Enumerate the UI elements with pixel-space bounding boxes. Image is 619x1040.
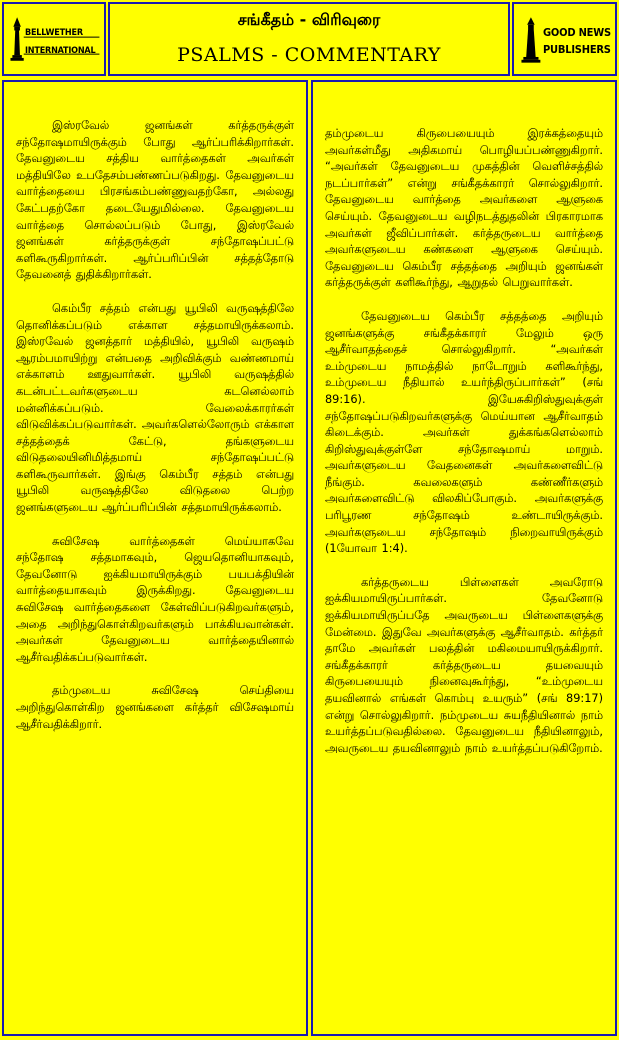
left-paragraph-3: சுவிசேஷ வார்த்தைகள் மெய்யாகவே சந்தோஷ சத்தமாகவும், ஜெயதொனியாகவும், தேவனோடு ஐக்கியமாயிருக்கும் பயபக்தியின் வார்த்தையாகவும் இருக்கிறது. தேவனுடைய சுவிசேஷ வார்த்தைகளை கேள்விப்படுகிறவர்களும், அதை அறிந்துகொள்கிறவர்களும் பாக்கியவான்கள். அவர்கள் தேவனுடைய வார்த்தையினால் ஆசீர்வதிக்கப்படுவார்கள். bbox=[16, 534, 294, 664]
left-paragraph-2: கெம்பீர சத்தம் என்பது யூபிலி வருஷத்திலே தொனிக்கப்படும் எக்காள சத்தமாயிருக்கலாம். இஸ்ரவேல் ஜனத்தார் மத்தியில், யூபிலி வருஷம் ஆரம்பமாயிற்று என்பதை அறிவிக்கும் வண்ணமாய் எக்காளம் ஊதுவார்கள். யூபிலி வருஷத்தில் கடன்பட்டவர்களுடைய கடனெல்லாம் மன்னிக்கப்படும். வேலைக்காரர்கள் விடுவிக்கப்படுவார்கள். அவர்களெல்லோரும் எக்காள சத்தத்தைக் கேட்டு, தங்களுடைய விடுதலையினிமித்தமாய் சந்தோஷப்பட்டு களிகூருவார்கள். இங்கு கெம்பீர சத்தம் என்பது யூபிலி வருஷத்திலே விடுதலை பெற்ற ஜனங்களுடைய ஆர்ப்பரிப்பின் சத்தமாயிருக்கலாம். bbox=[16, 301, 294, 515]
left-paragraph-4: தம்முடைய சுவிசேஷ செய்தியை அறிந்துகொள்கிற ஜனங்களை கர்த்தர் விசேஷமாய் ஆசீர்வதிக்கிறார். bbox=[16, 684, 294, 731]
right-paragraph-3: கர்த்தருடைய பிள்ளைகள் அவரோடு ஐக்கியமாயிருப்பார்கள். தேவனோடு ஐக்கியமாயிருப்பதே அவருடைய பிள்ளைகளுக்கு மேன்மை. இதுவே அவர்களுக்கு ஆசீர்வாதம். கர்த்தர் தாமே அவர்கள் பலத்தின் மகிமையாயிருக்கிறார். சங்கீதக்காரர் கர்த்தருடைய தயவையும் கிருபையையும் நினைவுகூர்ந்து, “உம்முடைய தயவினால் எங்கள் கொம்பு உயரும்” (சங் 89:17) என்று சொல்லுகிறார். நம்முடைய சுயநீதியினால் நாம் உயர்த்தப்படுவதில்லை. தேவனுடைய நீதியினாலும், அவருடைய தயவினாலும் நாம் உயர்த்தப்படுகிறோம். bbox=[325, 575, 603, 755]
title-box bbox=[108, 2, 510, 76]
right-paragraph-1: தம்முடைய கிருபையையும் இரக்கத்தையும் அவர்கள்மீது அதிகமாய் பொழியப்பண்ணுகிறார். “அவர்கள் தேவனுடைய முகத்தின் வெளிச்சத்தில் நடப்பார்கள்” என்று சங்கீதக்காரர் சொல்லுகிறார். தேவனுடைய வார்த்தை அவர்களை ஆளுகை செய்யும். தேவனுடைய வழிநடத்துதலின் பிரகாரமாக அவர்கள் ஜீவிப்பார்கள். கர்த்தருடைய வார்த்தை அவர்களுடைய கண்களை ஆளுகை செய்யும். தேவனுடைய கெம்பீர சத்தத்தை அறியும் ஜனங்கள் கர்த்தருக்குள் களிகூர்ந்து, ஆறுதல் பெறுவார்கள். bbox=[325, 127, 603, 290]
right-column bbox=[311, 80, 617, 1036]
bellwether-logo bbox=[2, 2, 106, 76]
bellwether-emblem-icon bbox=[4, 4, 104, 74]
right-paragraph-2: தேவனுடைய கெம்பீர சத்தத்தை அறியும் ஜனங்களுக்கு சங்கீதக்காரர் மேலும் ஒரு ஆசீர்வாதத்தைச் சொல்லுகிறார். “அவர்கள் உம்முடைய நாமத்தில் நாடோறும் களிகூர்ந்து, உம்முடைய நீதியால் உயர்ந்திருப்பார்கள்” (சங் 89:16). இயேசுகிறிஸ்துவுக்குள் சந்தோஷப்படுகிறவர்களுக்கு மெய்யான ஆசீர்வாதம் கிடைக்கும். அவர்கள் துக்கங்களெல்லாம் கிறிஸ்துவுக்குள்ளே சந்தோஷமாய் மாறும். அவர்களுடைய வேதனைகள் அவர்களைவிட்டு நீங்கும். கவலைகளும் கண்ணீர்களும் அவர்களைவிட்டு விலகிப்போகும். அவர்களுக்கு பரிபூரண சந்தோஷம் உண்டாயிருக்கும். அவர்களுடைய சந்தோஷம் நிறைவாயிருக்கும் (1யோவா 1:4). bbox=[325, 309, 603, 556]
right-logo-line2: PUBLISHERS bbox=[543, 43, 611, 56]
left-column bbox=[2, 80, 308, 1036]
title-tamil: சங்கீதம் - விரிவுரை bbox=[237, 10, 381, 29]
title-english: PSALMS - COMMENTARY bbox=[177, 44, 441, 66]
right-logo-line1: GOOD NEWS bbox=[543, 26, 611, 39]
left-logo-line2: INTERNATIONAL bbox=[25, 46, 96, 56]
left-logo-line1: BELLWETHER bbox=[25, 28, 83, 38]
good-news-logo bbox=[512, 2, 617, 76]
good-news-emblem-icon bbox=[514, 4, 615, 74]
left-paragraph-1: இஸ்ரவேல் ஜனங்கள் கர்த்தருக்குள் சந்தோஷமாயிருக்கும் போது ஆர்ப்பரிக்கிறார்கள். தேவனுடைய சத்திய வார்த்தைகள் அவர்கள் மத்தியிலே உபதேசம்பண்ணப்படுகிறது. தேவனுடைய வார்த்தையை பிரசங்கம்பண்ணுவதற்கோ, அல்லது கேட்பதற்கோ தடையேதுமில்லை. தேவனுடைய வார்த்தை சொல்லப்படும் போது, இஸ்ரவேல் ஜனங்கள் கர்த்தருக்குள் சந்தோஷப்பட்டு களிகூருகிறார்கள். ஆர்ப்பரிப்பின் சத்தத்தோடு தேவனைத் துதிக்கிறார்கள். bbox=[16, 119, 294, 282]
